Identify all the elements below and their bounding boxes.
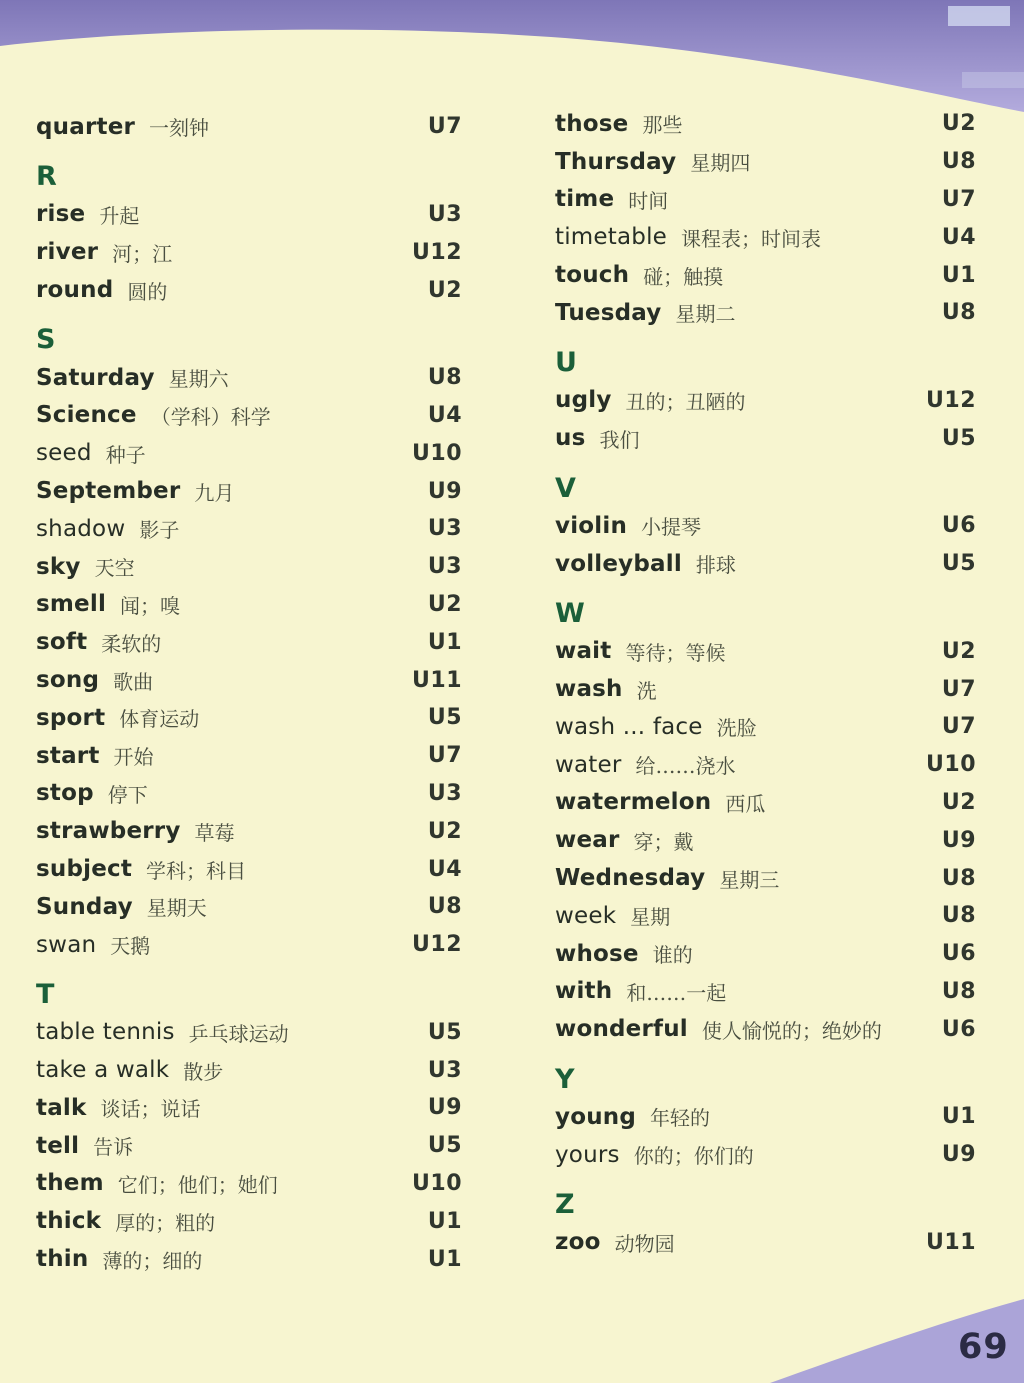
- glossary-entry: [36, 271, 462, 309]
- glossary-entry: [555, 670, 976, 708]
- entry-word: start: [36, 742, 100, 769]
- entry-translation: 升起: [99, 203, 140, 228]
- entry-translation: 课程表；时间表: [681, 226, 822, 251]
- entry-word: shadow: [36, 515, 126, 542]
- glossary-entry: [555, 1098, 976, 1136]
- glossary-entry: [36, 196, 462, 234]
- entry-unit: U6: [941, 513, 976, 539]
- entry-word: young: [555, 1103, 637, 1130]
- glossary-entry: [36, 623, 462, 661]
- entry-unit: U9: [427, 1095, 462, 1121]
- entry-translation: 丑的；丑陋的: [625, 389, 746, 414]
- entry-unit: U3: [427, 554, 462, 580]
- entry-word: thick: [36, 1208, 102, 1235]
- entry-translation: 天鹅: [110, 934, 151, 959]
- entry-unit: U12: [412, 932, 462, 958]
- entry-word: ugly: [555, 387, 612, 414]
- entry-unit: U5: [427, 1019, 462, 1045]
- glossary-entry: [555, 545, 976, 583]
- entry-unit: U5: [427, 705, 462, 731]
- entry-unit: U7: [941, 714, 976, 740]
- entry-unit: U11: [926, 1229, 976, 1255]
- entry-translation: 星期四: [690, 151, 751, 176]
- glossary-entry: [555, 708, 976, 746]
- entry-translation: （学科）科学: [150, 404, 271, 429]
- entry-unit: U8: [941, 903, 976, 929]
- entry-word: table tennis: [36, 1019, 175, 1046]
- entry-word: timetable: [555, 224, 668, 251]
- entry-unit: U7: [427, 114, 462, 140]
- glossary-entry: [36, 397, 462, 435]
- entry-word: September: [36, 478, 181, 505]
- entry-translation: 你的；你们的: [633, 1144, 754, 1169]
- glossary-entry: [36, 699, 462, 737]
- glossary-entry: [555, 218, 976, 256]
- entry-word: stop: [36, 780, 94, 807]
- entry-translation: 星期: [630, 905, 671, 930]
- glossary-entry: [555, 507, 976, 545]
- entry-translation: 闻；嗅: [120, 593, 181, 618]
- entry-unit: U2: [427, 818, 462, 844]
- entry-word: seed: [36, 440, 92, 467]
- entry-translation: 动物园: [614, 1231, 675, 1256]
- entry-translation: 九月: [194, 480, 235, 505]
- entry-unit: U6: [941, 1016, 976, 1042]
- glossary-entry: [36, 510, 462, 548]
- entry-unit: U10: [412, 1170, 462, 1196]
- glossary-entry: [36, 1013, 462, 1051]
- entry-word: watermelon: [555, 789, 712, 816]
- entry-unit: U2: [941, 789, 976, 815]
- entry-unit: U7: [941, 186, 976, 212]
- entry-translation: 我们: [599, 427, 640, 452]
- entry-translation: 谈话；说话: [100, 1097, 201, 1122]
- entry-translation: 歌曲: [113, 669, 154, 694]
- scan-artifact: [948, 6, 1010, 26]
- entry-word: violin: [555, 512, 628, 539]
- entry-unit: U4: [427, 856, 462, 882]
- glossary-entry: [555, 181, 976, 219]
- entry-unit: U12: [412, 239, 462, 265]
- entry-unit: U12: [926, 387, 976, 413]
- entry-word: whose: [555, 940, 639, 967]
- entry-word: wash: [555, 676, 623, 703]
- entry-translation: 厚的；粗的: [115, 1210, 216, 1235]
- section-letter: [36, 158, 462, 196]
- entry-unit: U3: [427, 1057, 462, 1083]
- glossary-entry: [555, 746, 976, 784]
- glossary-entry: [36, 737, 462, 775]
- entry-word: tell: [36, 1132, 80, 1159]
- entry-translation: 河；江: [112, 241, 173, 266]
- glossary-entry: [555, 859, 976, 897]
- entry-translation: 散步: [183, 1059, 224, 1084]
- entry-unit: U7: [941, 676, 976, 702]
- entry-word: volleyball: [555, 550, 682, 577]
- glossary-entry: [36, 1240, 462, 1278]
- glossary-entry: [555, 382, 976, 420]
- section-letter-text: U: [555, 347, 577, 379]
- glossary-entry: [555, 1136, 976, 1174]
- entry-word: water: [555, 751, 622, 778]
- glossary-entry: [555, 897, 976, 935]
- glossary-entry: [555, 294, 976, 332]
- entry-unit: U8: [941, 300, 976, 326]
- entry-unit: U9: [941, 827, 976, 853]
- entry-word: sport: [36, 704, 106, 731]
- entry-unit: U1: [427, 629, 462, 655]
- entry-translation: 开始: [113, 745, 154, 770]
- glossary-entry: [36, 548, 462, 586]
- entry-translation: 圆的: [127, 279, 168, 304]
- glossary-entry: [36, 812, 462, 850]
- glossary-entry: [555, 143, 976, 181]
- glossary-entry: [555, 784, 976, 822]
- entry-translation: 乒乓球运动: [188, 1021, 289, 1046]
- glossary-entry: [36, 1127, 462, 1165]
- glossary-entry: [36, 1202, 462, 1240]
- entry-translation: 一刻钟: [149, 116, 210, 141]
- entry-unit: U8: [941, 978, 976, 1004]
- entry-unit: U2: [941, 638, 976, 664]
- entry-unit: U8: [941, 149, 976, 175]
- entry-word: sky: [36, 553, 81, 580]
- entry-word: Wednesday: [555, 865, 706, 892]
- glossary-entry: [555, 1223, 976, 1261]
- glossary-entry: [36, 359, 462, 397]
- entry-translation: 影子: [139, 518, 180, 543]
- entry-translation: 使人愉悦的；绝妙的: [701, 1018, 882, 1043]
- entry-translation: 天空: [94, 556, 135, 581]
- entry-word: thin: [36, 1246, 89, 1272]
- entry-translation: 等待；等候: [625, 640, 726, 665]
- entry-translation: 时间: [628, 188, 669, 213]
- section-letter-text: W: [555, 597, 585, 629]
- section-letter: [555, 344, 976, 382]
- section-letter: [555, 1186, 976, 1224]
- glossary-entry: [36, 472, 462, 510]
- entry-translation: 西瓜: [725, 791, 766, 816]
- entry-unit: U8: [427, 365, 462, 391]
- entry-translation: 排球: [695, 553, 736, 578]
- entry-unit: U5: [427, 1133, 462, 1159]
- entry-translation: 星期六: [168, 367, 229, 392]
- entry-unit: U11: [412, 667, 462, 693]
- section-letter-text: R: [36, 161, 57, 193]
- entry-word: talk: [36, 1094, 87, 1121]
- entry-unit: U2: [427, 591, 462, 617]
- entry-unit: U10: [926, 752, 976, 778]
- entry-translation: 草莓: [194, 820, 235, 845]
- section-letter-text: T: [36, 978, 55, 1010]
- entry-word: song: [36, 667, 100, 694]
- glossary-entry: [36, 926, 462, 964]
- glossary-entry: [555, 256, 976, 294]
- glossary-entry: [36, 1165, 462, 1203]
- entry-translation: 薄的；细的: [102, 1248, 203, 1273]
- entry-translation: 谁的: [652, 943, 693, 968]
- glossary-entry: [555, 1010, 976, 1048]
- section-letter: [36, 321, 462, 359]
- entry-word: soft: [36, 629, 88, 656]
- section-letter: [555, 469, 976, 507]
- entry-word: with: [555, 978, 613, 1005]
- entry-unit: U3: [427, 516, 462, 542]
- entry-word: touch: [555, 262, 630, 289]
- entry-unit: U2: [941, 111, 976, 137]
- entry-translation: 给……浇水: [635, 754, 736, 779]
- glossary-column-right: [555, 105, 976, 1261]
- entry-word: Thursday: [555, 148, 677, 175]
- entry-word: river: [36, 239, 99, 266]
- entry-word: subject: [36, 856, 133, 883]
- entry-unit: U9: [941, 1142, 976, 1168]
- entry-translation: 种子: [105, 442, 146, 467]
- glossary-entry: [555, 105, 976, 143]
- glossary-column-left: [36, 108, 462, 1278]
- entry-translation: 学科；科目: [146, 858, 247, 883]
- entry-translation: 星期三: [719, 867, 780, 892]
- section-letter-text: Z: [555, 1188, 575, 1220]
- glossary-entry: [36, 661, 462, 699]
- entry-translation: 星期二: [675, 302, 736, 327]
- entry-unit: U6: [941, 941, 976, 967]
- entry-unit: U4: [941, 224, 976, 250]
- entry-word: Science: [36, 402, 137, 429]
- section-letter: [555, 595, 976, 633]
- entry-unit: U1: [427, 1208, 462, 1234]
- entry-unit: U10: [412, 440, 462, 466]
- entry-translation: 停下: [107, 782, 148, 807]
- entry-word: Sunday: [36, 893, 133, 920]
- entry-word: them: [36, 1170, 104, 1197]
- entry-translation: 穿；戴: [633, 829, 694, 854]
- section-letter-text: S: [36, 324, 56, 356]
- entry-translation: 那些: [642, 113, 683, 138]
- entry-word: us: [555, 425, 586, 452]
- entry-unit: U3: [427, 780, 462, 806]
- entry-word: Tuesday: [555, 299, 662, 326]
- section-letter: [36, 976, 462, 1014]
- entry-translation: 柔软的: [101, 631, 162, 656]
- entry-unit: U2: [427, 277, 462, 303]
- glossary-entry: [36, 233, 462, 271]
- entry-word: yours: [555, 1141, 620, 1168]
- entry-translation: 告诉: [93, 1135, 134, 1160]
- entry-word: wait: [555, 638, 612, 665]
- entry-translation: 年轻的: [650, 1106, 711, 1131]
- glossary-entry: [36, 850, 462, 888]
- entry-word: wonderful: [555, 1016, 688, 1043]
- entry-word: swan: [36, 931, 97, 958]
- glossary-entry: [36, 586, 462, 624]
- entry-unit: U1: [427, 1246, 462, 1272]
- entry-word: rise: [36, 201, 86, 228]
- entry-word: those: [555, 110, 629, 137]
- page-number: 69: [958, 1327, 1009, 1367]
- glossary-entry: [555, 973, 976, 1011]
- glossary-entry: [36, 775, 462, 813]
- entry-translation: 体育运动: [119, 707, 200, 732]
- glossary-entry: [555, 821, 976, 859]
- entry-unit: U8: [941, 865, 976, 891]
- glossary-entry: [36, 888, 462, 926]
- glossary-entry: [555, 632, 976, 670]
- entry-word: take a walk: [36, 1057, 170, 1084]
- entry-word: round: [36, 277, 114, 304]
- entry-word: wear: [555, 827, 620, 854]
- entry-translation: 星期天: [146, 896, 207, 921]
- entry-translation: 小提琴: [641, 515, 702, 540]
- scan-artifact: [962, 72, 1024, 88]
- entry-translation: 碰；触摸: [643, 264, 724, 289]
- entry-translation: 洗脸: [716, 716, 757, 741]
- entry-unit: U5: [941, 425, 976, 451]
- entry-word: smell: [36, 591, 107, 618]
- glossary-entry: [36, 1051, 462, 1089]
- entry-word: quarter: [36, 113, 136, 140]
- entry-word: wash ... face: [555, 713, 703, 740]
- entry-unit: U1: [941, 1104, 976, 1130]
- glossary-entry: [555, 419, 976, 457]
- entry-word: week: [555, 902, 617, 929]
- section-letter: [555, 1060, 976, 1098]
- entry-unit: U8: [427, 894, 462, 920]
- entry-unit: U9: [427, 478, 462, 504]
- entry-unit: U1: [941, 262, 976, 288]
- entry-unit: U5: [941, 551, 976, 577]
- entry-unit: U7: [427, 743, 462, 769]
- entry-translation: 它们；他们；她们: [117, 1172, 278, 1197]
- entry-translation: 洗: [636, 678, 657, 703]
- entry-translation: 和……一起: [626, 980, 727, 1005]
- entry-unit: U3: [427, 201, 462, 227]
- glossary-entry: [36, 108, 462, 146]
- entry-word: Saturday: [36, 364, 155, 391]
- entry-word: time: [555, 186, 615, 213]
- section-letter-text: V: [555, 472, 576, 504]
- glossary-entry: [555, 935, 976, 973]
- glossary-entry: [36, 1089, 462, 1127]
- entry-unit: U4: [427, 402, 462, 428]
- section-letter-text: Y: [555, 1063, 575, 1095]
- entry-word: zoo: [555, 1229, 601, 1256]
- glossary-entry: [36, 434, 462, 472]
- entry-word: strawberry: [36, 818, 181, 845]
